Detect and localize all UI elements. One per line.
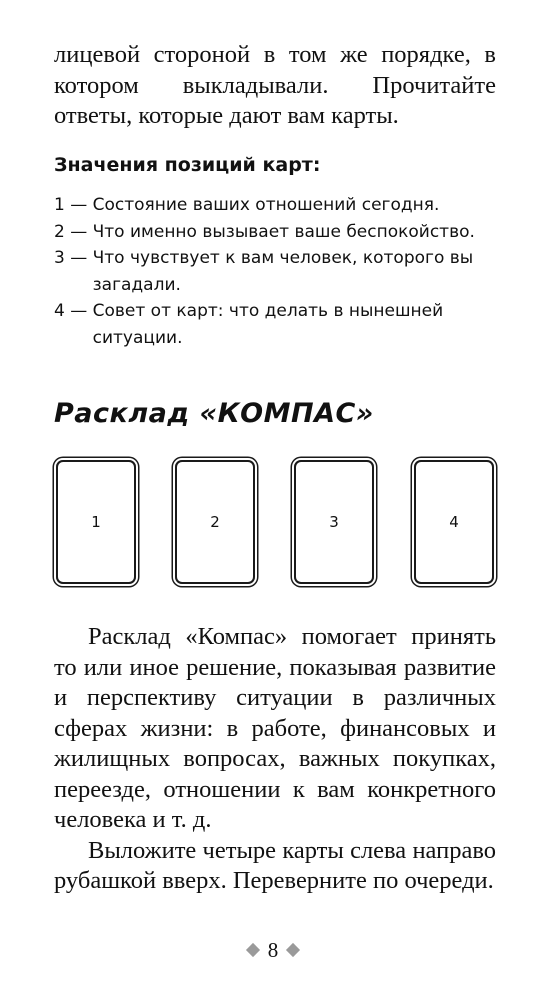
position-number: 4 — xyxy=(54,301,93,321)
body-paragraph: Расклад «Компас» помогает принять то или иное решение, показывая развитие и перспективу ситуации в различных сферах жизни: в работе, финансовых и жилищных вопросах, важных покупках, переезде, отношении к вам конкретного человека и т. д. xyxy=(54,623,496,833)
intro-paragraph: лицевой стороной в том же порядке, в котором выкладывали. Прочитайте ответы, которые дают вам карты. xyxy=(54,41,496,129)
card-1 xyxy=(56,460,136,584)
card-number: 2 xyxy=(210,513,220,531)
card-layout-diagram xyxy=(54,460,496,586)
card-4 xyxy=(414,460,494,584)
position-text: Что чувствует к вам человек, которого вы загадали. xyxy=(92,248,474,295)
position-item xyxy=(54,245,496,298)
body-paragraph: Выложите четыре карты слева направо рубашкой вверх. Переверните по очереди. xyxy=(54,836,496,894)
position-text: Что именно вызывает ваше беспокойство. xyxy=(92,221,475,242)
card-2 xyxy=(175,460,255,584)
position-item xyxy=(54,298,496,351)
body-text xyxy=(54,622,496,897)
position-text: Совет от карт: что делать в нынешней ситуации. xyxy=(92,301,444,348)
position-number: 2 — xyxy=(54,221,93,242)
position-number: 3 — xyxy=(54,248,93,268)
diamond-icon xyxy=(286,943,300,957)
position-item xyxy=(54,219,496,246)
card-number: 3 xyxy=(329,513,339,531)
card-number: 4 xyxy=(449,513,459,531)
card-3 xyxy=(294,460,374,584)
positions-list xyxy=(54,192,496,351)
position-number: 1 — xyxy=(54,195,93,215)
spread-title: Расклад «КОМПАС» xyxy=(54,398,374,429)
card-number: 1 xyxy=(91,513,101,531)
position-text: Состояние ваших отношений сегодня. xyxy=(92,195,440,215)
diamond-icon xyxy=(246,943,260,957)
positions-heading: Значения позиций карт: xyxy=(54,154,321,176)
position-item xyxy=(54,192,496,219)
page-number: 8 xyxy=(267,938,279,962)
page-footer xyxy=(0,935,546,965)
